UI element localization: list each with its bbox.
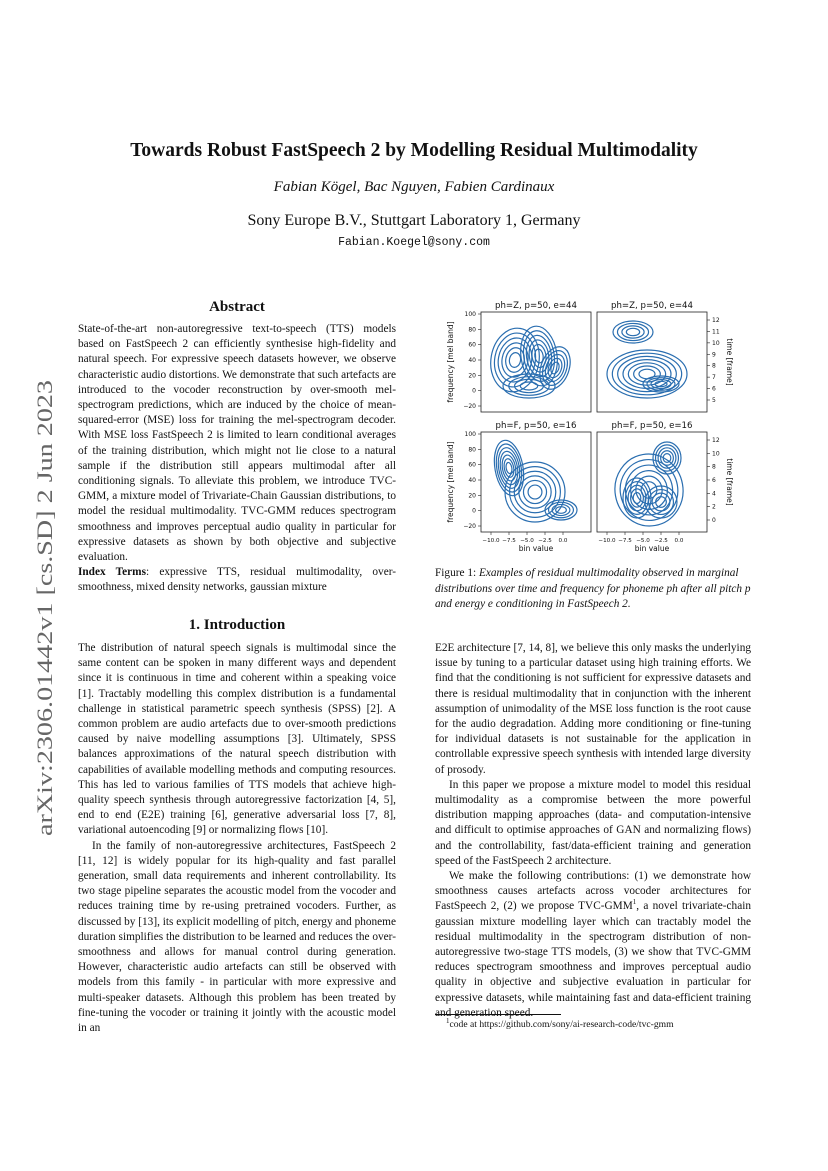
y-axis-label: frequency [mel band] — [446, 321, 455, 403]
y-tick-label: 20 — [468, 372, 476, 380]
x-tick-label: −7.5 — [618, 538, 632, 544]
y-tick-label-right: 6 — [712, 385, 716, 393]
arxiv-identifier-text: arXiv:2306.01442v1 [cs.SD] 2 Jun 2023 — [32, 479, 57, 836]
panel-title: ph=F, p=50, e=16 — [495, 421, 577, 431]
x-tick-label: 0.0 — [558, 538, 568, 544]
paper-authors: Fabian Kögel, Bac Nguyen, Fabien Cardinaux — [273, 179, 555, 195]
y-tick-label-right: 9 — [712, 351, 716, 359]
y-tick-label-right: 10 — [712, 339, 720, 347]
intro-p5-part-a: We make the following contributions: (1) we demonstrate how smoothness causes artefacts across vocoder architectures for FastSpeech 2, (2) we propose TVC-GMM — [435, 870, 751, 913]
index-terms-text: : expressive TTS, residual multimodality, over-smoothness, mixed density networks, gaussian mixture — [78, 566, 397, 594]
panel-title: ph=F, p=50, e=16 — [611, 421, 693, 431]
y-tick-label-right: 7 — [712, 374, 716, 382]
contour-line — [505, 462, 512, 474]
contour-line — [490, 438, 527, 498]
y-tick-label-right: 5 — [712, 397, 716, 404]
footnote-rule — [435, 1014, 561, 1015]
intro-paragraph-1: The distribution of natural speech signals is multimodal since the same content can be spoken in many different ways and dependent since it is continuous in time and coherent within a speaking voice [1]. Tractably modelling this complex distribution is a fundamental challenge in statistical parametric speech synthesis (SPSS) [2]. A common problem are audio artefacts due to over-smooth predictions caused by naive modelling assumptions [3]. Ultimately, SPSS balances approximations of the natural speech distribution with capabilities of available modelling methods and computing resources. This has led to various families of TTS models that achieve high-quality speech synthesis through autoregressive factorization [4, 5], end to end (E2E) training [6], generative adversarial loss [7, 8], variational autoencoding [9] or normalizing flows [10]. — [78, 642, 396, 837]
footnote-mark: 1 — [446, 1016, 450, 1025]
contour-line — [661, 451, 674, 466]
y-tick-label: 100 — [464, 311, 476, 318]
x-tick-label: −2.5 — [654, 538, 668, 544]
footnote — [446, 1016, 674, 1030]
y-tick-label-right: 2 — [712, 503, 716, 511]
x-axis-label: bin value — [518, 544, 554, 553]
y-tick-label: −20 — [463, 403, 476, 410]
x-tick-label: −10.0 — [598, 538, 616, 544]
intro-paragraph-5 — [435, 869, 751, 1021]
y-tick-label: 0 — [472, 507, 476, 515]
y-tick-label-right: 8 — [712, 362, 716, 370]
y-tick-label-right: 10 — [712, 450, 720, 458]
y-tick-label: 40 — [468, 357, 476, 364]
contour-line — [618, 356, 677, 391]
abstract-body — [78, 322, 396, 596]
y-tick-label: 20 — [468, 492, 476, 500]
y-tick-label-right: 11 — [712, 328, 720, 336]
abstract-text: State-of-the-art non-autoregressive text-to-speech (TTS) models based on FastSpeech 2 can efficiently synthesise high-fidelity and natural speech. For expressive speech datasets however, we observe characteristic audio distortions. We demonstrate that such artefacts are introduced to the vocoder reconstruction by over-smooth mel-spectrogram predictions, which are induced by the choice of mean-squared-error (MSE) loss for training the mel-spectrogram decoder. With MSE loss FastSpeech 2 is limited to learn conditional averages of the training distribution, which might not lie close to a natural sample if the distribution still appears multimodal after all conditioning signals. To alleviate this problem, we introduce TVC-GMM, a mixture model of Trivariate-Chain Gaussian distributions, to model the residual multimodality. TVC-GMM reduces spectrogram smoothness and improves perceptual audio quality in particular for expressive datasets as shown by both objective and subjective evaluation. — [78, 323, 396, 564]
x-tick-label: −5.0 — [636, 538, 650, 544]
index-terms-label: Index Terms — [78, 566, 146, 579]
caption-label: Figure 1: — [435, 567, 477, 579]
intro-paragraph-3: E2E architecture [7, 14, 8], we believe this only masks the underlying issue by tuning to a particular dataset using high training efforts. We find that the conditioning is not sufficient for expressive datasets and there is residual multimodality that in conjunction with the inherent assumption of unimodality of the MSE loss function is the root cause for the audio degradation. Adding more conditioning or fine-tuning for individual datasets is not sustainable for the application in controllable expressive speech synthesis with intended large diversity of prosody. — [435, 642, 751, 776]
panel-title: ph=Z, p=50, e=44 — [495, 301, 577, 311]
y-tick-label: 0 — [472, 387, 476, 395]
x-tick-label: −10.0 — [482, 538, 500, 544]
y-tick-label: 80 — [468, 446, 476, 454]
arxiv-identifier — [22, 378, 62, 838]
x-axis-label: bin value — [634, 544, 670, 553]
footnote-text[interactable]: code at https://github.com/sony/ai-research-code/tvc-gmm — [449, 1019, 674, 1030]
contour-line — [523, 480, 546, 503]
footnote-ref[interactable]: 1 — [632, 898, 637, 907]
caption-text: Examples of residual multimodality observed in marginal distributions over time and frequency for phoneme ph after all pitch p and energy e conditioning in FastSpeech 2. — [435, 567, 751, 610]
x-tick-label: −7.5 — [502, 538, 516, 544]
contour-line — [545, 500, 577, 520]
contour-line — [613, 321, 653, 343]
contour-line — [528, 485, 542, 499]
x-tick-label: 0.0 — [674, 538, 684, 544]
figure-1-caption — [435, 566, 751, 613]
y-tick-label-right: 12 — [712, 317, 720, 324]
introduction-left-column — [78, 641, 396, 1036]
y-tick-label-right: 0 — [712, 517, 716, 524]
intro-paragraph-2: In the family of non-autoregressive architectures, FastSpeech 2 [11, 12] is widely popular for its high-quality and fast parallel generation, small data requirements and inherent controllability. Its two stage pipeline separates the acoustic model from the vocoder and reduces training time by re-using pretrained vocoders. Further, as discussed by [13], its explicit modelling of pitch, energy and phoneme duration simplifies the distribution to be learned and reduces the over-smoothness and allows for manual control during generation. However, characteristic audio artefacts can still be observed with models from this family - in particular with more expressive and multi-speaker datasets. Although this problem has been treated by fine-tuning the vocoder or training it jointly with the acoustic model in an — [78, 839, 396, 1035]
contour-line — [510, 467, 561, 518]
author-email[interactable]: Fabian.Koegel@sony.com — [338, 236, 490, 249]
y-axis-label-right: time [frame] — [725, 338, 734, 386]
contour-line — [508, 352, 521, 368]
y-tick-label: 80 — [468, 326, 476, 334]
figure-1 — [433, 298, 755, 560]
figure-1-plots — [433, 298, 755, 560]
contour-line — [626, 328, 639, 335]
contour-line — [622, 326, 644, 338]
y-tick-label-right: 12 — [712, 437, 720, 444]
x-tick-label: −5.0 — [520, 538, 534, 544]
y-axis-label: frequency [mel band] — [446, 441, 455, 523]
intro-paragraph-4: In this paper we propose a mixture model to model this residual multimodality as a compromise between the more powerful distribution mapping approaches (data- and computation-intensive and difficult to optimise approaches of GAN and normalizing flows) and the controllability, fast/data-efficient training and generation speed of the FastSpeech 2 architecture. — [435, 778, 751, 867]
panel-title: ph=Z, p=50, e=44 — [611, 301, 693, 311]
y-tick-label: 60 — [468, 341, 476, 349]
y-axis-label-right: time [frame] — [725, 458, 734, 506]
intro-p5-part-b: , a novel trivariate-chain gaussian mixture modelling layer which can tractably model the residual multimodality in the spectrogram distribution of non-autoregressive two-stage TTS models, (3) we show that TVC-GMM reduces spectrogram smoothness and improves perceptual audio quality in objective and subjective evaluation in particular for expressive datasets, while maintaining fast and data-efficient training and generation speed. — [435, 900, 751, 1019]
y-tick-label: 40 — [468, 477, 476, 484]
x-tick-label: −2.5 — [538, 538, 552, 544]
contour-line — [607, 350, 687, 398]
contour-line — [504, 346, 526, 373]
paper-affiliation: Sony Europe B.V., Stuttgart Laboratory 1, Germany — [247, 212, 581, 229]
y-tick-label-right: 6 — [712, 477, 716, 484]
plot-frame — [597, 312, 707, 412]
y-tick-label: 100 — [464, 431, 476, 438]
contour-line — [653, 442, 681, 474]
y-tick-label: 60 — [468, 461, 476, 469]
contour-line — [645, 486, 677, 518]
y-tick-label-right: 8 — [712, 463, 716, 471]
y-tick-label: −20 — [463, 523, 476, 530]
paper-title: Towards Robust FastSpeech 2 by Modelling Residual Multimodality — [130, 140, 698, 161]
introduction-right-column — [435, 641, 751, 1021]
introduction-heading: 1. Introduction — [188, 617, 286, 633]
y-tick-label-right: 4 — [712, 490, 716, 498]
abstract-heading: Abstract — [209, 299, 265, 315]
contour-line — [609, 449, 688, 532]
